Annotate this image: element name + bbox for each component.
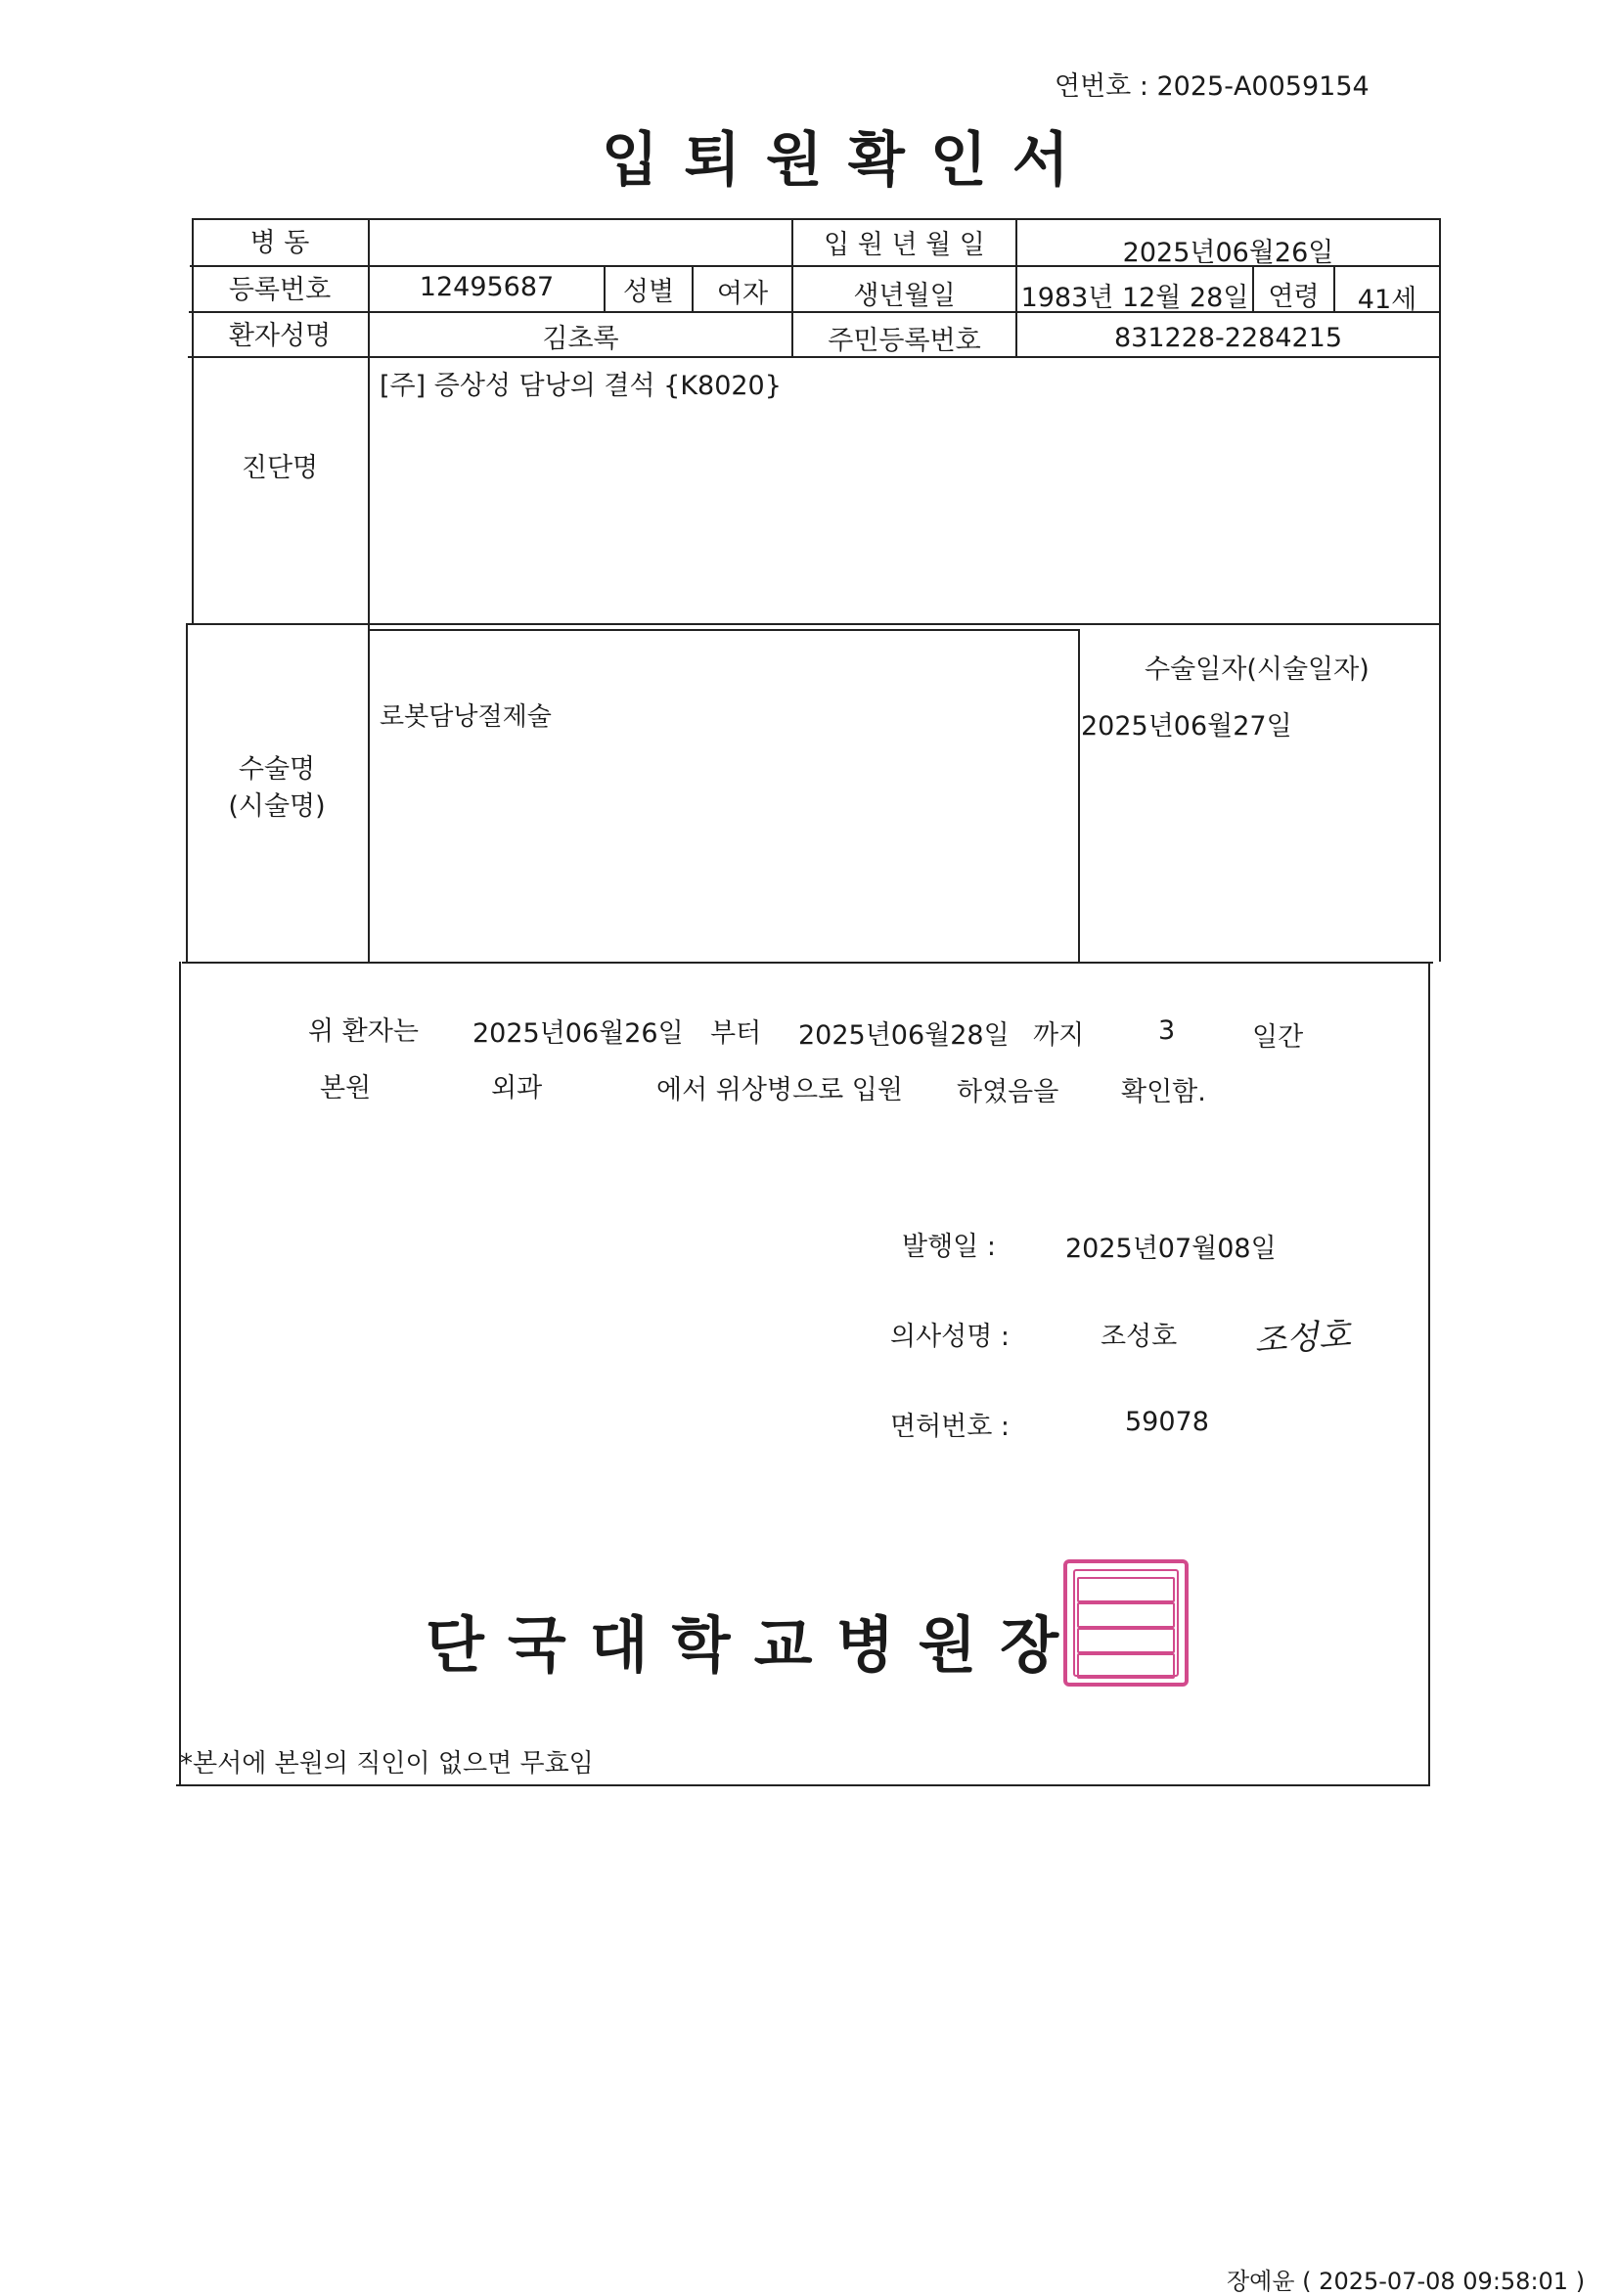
statement-word: 에서 위상병으로 입원 — [656, 1075, 903, 1105]
birth-label: 생년월일 — [853, 281, 956, 311]
registration-label: 등록번호 — [228, 275, 332, 305]
doctor-name-label: 의사성명 : — [890, 1322, 1011, 1352]
birth-value: 1983년 12월 28일 — [1020, 283, 1249, 313]
rrn-value: 831228-2284215 — [1113, 323, 1343, 353]
notice-text: *본서에 본원의 직인이 없으면 무효임 — [180, 1749, 594, 1778]
issue-date-label: 발행일 : — [902, 1232, 996, 1262]
age-label: 연령 — [1268, 282, 1320, 312]
statement-word: 부터 — [710, 1018, 762, 1049]
statement-from-date: 2025년06월26일 — [472, 1018, 684, 1049]
document-title: 입퇴원확인서 — [602, 126, 1095, 195]
license-value: 59078 — [1125, 1407, 1209, 1437]
surgery-label-line2: (시술명) — [228, 791, 326, 822]
diagnosis-label: 진단명 — [241, 453, 319, 483]
doctor-signature: 조성호 — [1252, 1315, 1353, 1362]
doctor-name-value: 조성호 — [1101, 1322, 1178, 1352]
admission-date-value: 2025년06월26일 — [1122, 238, 1334, 268]
sex-label: 성별 — [622, 277, 675, 307]
sex-value: 여자 — [716, 279, 769, 309]
statement-to-date: 2025년06월28일 — [798, 1020, 1010, 1051]
statement-word: 일간 — [1252, 1022, 1304, 1053]
ward-label: 병 동 — [249, 228, 310, 258]
statement-days: 3 — [1158, 1015, 1176, 1046]
hospital-name: 단국대학교병원장 — [426, 1609, 1083, 1681]
serial-number: 연번호 : 2025-A0059154 — [1055, 71, 1370, 102]
rrn-label: 주민등록번호 — [828, 326, 981, 356]
admission-date-label: 입 원 년 월 일 — [824, 230, 985, 260]
license-label: 면허번호 : — [890, 1412, 1011, 1442]
surgery-date-label: 수술일자(시술일자) — [1145, 654, 1370, 685]
statement-word: 하였음을 — [957, 1077, 1059, 1107]
registration-value: 12495687 — [419, 272, 555, 302]
surgery-date-value: 2025년06월27일 — [1081, 711, 1292, 742]
age-value: 41세 — [1357, 285, 1417, 315]
issue-date-value: 2025년07월08일 — [1065, 1234, 1277, 1264]
hospital-seal-stamp — [1063, 1559, 1189, 1687]
statement-word: 까지 — [1033, 1020, 1085, 1051]
surgery-label-line1: 수술명 — [238, 754, 316, 785]
statement-word: 위 환자는 — [308, 1016, 419, 1047]
patient-name-label: 환자성명 — [228, 321, 332, 351]
surgery-value: 로봇담낭절제술 — [380, 702, 552, 732]
statement-word: 본원 — [320, 1073, 372, 1103]
statement-department: 외과 — [491, 1073, 543, 1103]
print-footer: 장예윤 ( 2025-07-08 09:58:01 ) — [1227, 2268, 1586, 2295]
diagnosis-value: [주] 증상성 담낭의 결석 {K8020} — [380, 371, 782, 401]
statement-word: 확인함. — [1121, 1077, 1206, 1107]
patient-name-value: 김초록 — [542, 324, 619, 354]
